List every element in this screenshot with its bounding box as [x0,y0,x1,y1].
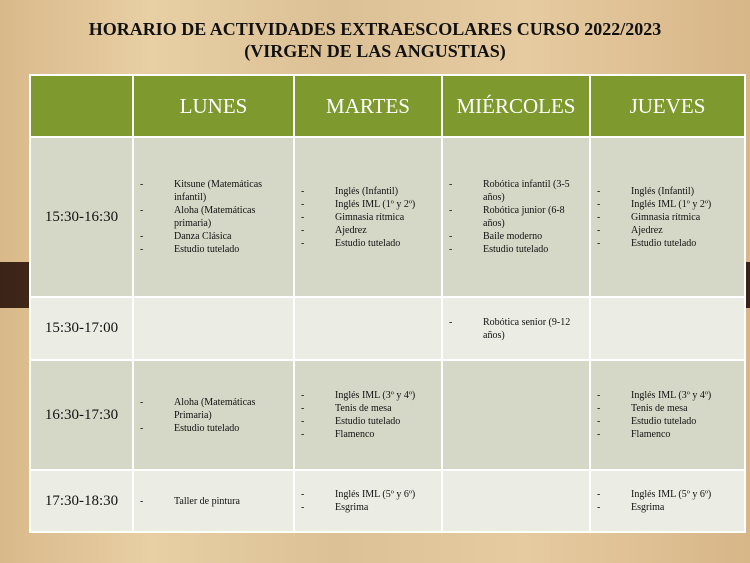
activity-item: - Inglés IML (5º y 6º) [301,488,437,501]
time-slot-label: 16:30-17:30 [30,360,133,470]
schedule-row [30,137,745,297]
activity-item: - Kitsune (Matemáticas infantil) [140,178,289,204]
activity-list [134,396,293,435]
activity-cell-lunes [133,360,294,470]
header-corner-cell [30,75,133,137]
activity-item: - Robótica junior (6-8 años) [449,204,585,230]
schedule-table [29,74,746,533]
activity-item: - Ajedrez [597,224,740,237]
activity-item: - Estudio tutelado [597,415,740,428]
activity-item: - Esgrima [301,501,437,514]
activity-cell-miercoles [442,470,590,532]
activity-item: - Estudio tutelado [301,415,437,428]
activity-list [443,178,589,256]
activity-item: - Estudio tutelado [140,422,289,435]
activity-cell-martes [294,470,442,532]
activity-item: - Estudio tutelado [449,243,585,256]
schedule-row [30,470,745,532]
activity-item: - Tenis de mesa [597,402,740,415]
activity-cell-jueves [590,360,745,470]
activity-list [591,389,744,441]
activity-item: - Inglés IML (5º y 6º) [597,488,740,501]
activity-cell-lunes [133,470,294,532]
day-header-jueves: JUEVES [590,75,745,137]
activity-item: - Inglés (Infantil) [597,185,740,198]
activity-cell-martes [294,360,442,470]
activity-cell-martes [294,297,442,360]
activity-list [295,389,441,441]
activity-item: - Baile moderno [449,230,585,243]
activity-cell-jueves [590,137,745,297]
day-header-martes: MARTES [294,75,442,137]
activity-item: - Robótica infantil (3-5 años) [449,178,585,204]
activity-item: - Esgrima [597,501,740,514]
activity-item: - Estudio tutelado [301,237,437,250]
time-slot-label: 15:30-17:00 [30,297,133,360]
activity-item: - Flamenco [301,428,437,441]
activity-list [134,178,293,256]
schedule-row [30,360,745,470]
activity-list [295,185,441,250]
activity-item: - Flamenco [597,428,740,441]
activity-item: - Inglés IML (3º y 4º) [301,389,437,402]
activity-cell-miercoles [442,137,590,297]
activity-cell-miercoles [442,360,590,470]
activity-list [295,488,441,514]
activity-item: - Gimnasia rítmica [301,211,437,224]
activity-cell-miercoles [442,297,590,360]
activity-cell-jueves [590,470,745,532]
activity-cell-martes [294,137,442,297]
activity-list [591,488,744,514]
activity-item: - Estudio tutelado [140,243,289,256]
time-slot-label: 17:30-18:30 [30,470,133,532]
schedule-row [30,297,745,360]
activity-item: - Inglés IML (1º y 2º) [301,198,437,211]
activity-item: - Robótica senior (9-12 años) [449,316,585,342]
activity-item: - Danza Clásica [140,230,289,243]
title-line-1: HORARIO DE ACTIVIDADES EXTRAESCOLARES CURSO 2022/2023 [88,19,662,39]
activity-list [443,316,589,342]
activity-item: - Gimnasia rítmica [597,211,740,224]
time-slot-label: 15:30-16:30 [30,137,133,297]
activity-list [134,495,293,508]
activity-item: - Aloha (Matemáticas primaria) [140,204,289,230]
activity-cell-lunes [133,297,294,360]
header-row [30,75,745,137]
title-line-2: (VIRGEN DE LAS ANGUSTIAS) [244,41,506,61]
activity-item: - Tenis de mesa [301,402,437,415]
activity-item: - Taller de pintura [140,495,289,508]
activity-item: - Aloha (Matemáticas Primaria) [140,396,289,422]
day-header-lunes: LUNES [133,75,294,137]
day-header-miercoles: MIÉRCOLES [442,75,590,137]
page-title [0,18,750,62]
activity-item: - Ajedrez [301,224,437,237]
activity-item: - Inglés IML (1º y 2º) [597,198,740,211]
activity-item: - Inglés IML (3º y 4º) [597,389,740,402]
activity-list [591,185,744,250]
activity-item: - Inglés (Infantil) [301,185,437,198]
activity-cell-jueves [590,297,745,360]
activity-item: - Estudio tutelado [597,237,740,250]
activity-cell-lunes [133,137,294,297]
